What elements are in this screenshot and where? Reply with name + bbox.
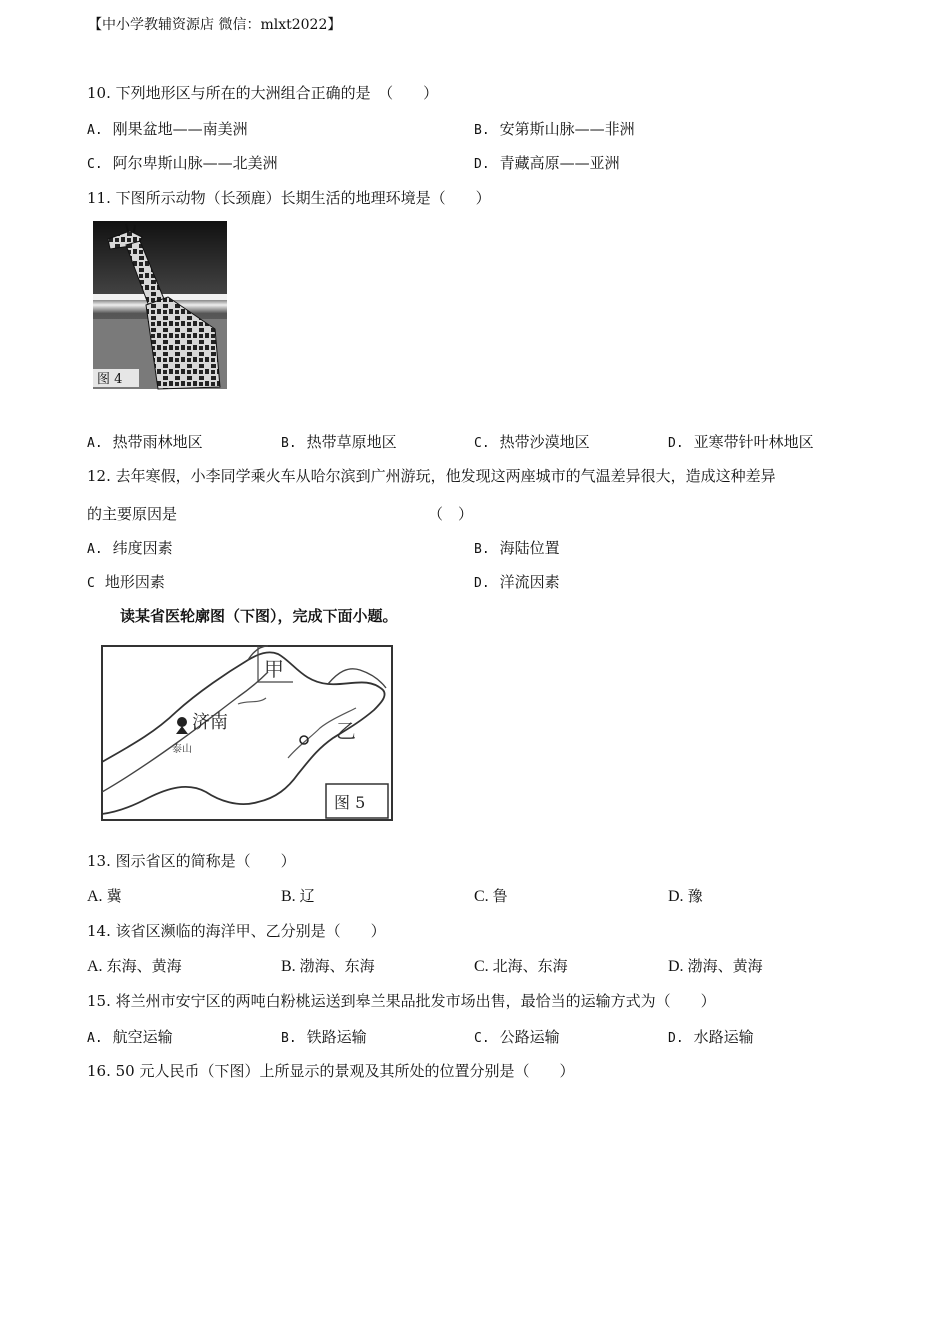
- option-letter: B.: [474, 542, 490, 557]
- option-letter: B.: [281, 436, 297, 451]
- option-letter: D.: [474, 576, 490, 591]
- question-11-stem: 11. 下图所示动物（长颈鹿）长期生活的地理环境是（ ）: [87, 189, 491, 207]
- option-text: 热带草原地区: [306, 433, 397, 451]
- q11-option-b: [281, 431, 397, 452]
- option-letter: C.: [474, 958, 489, 975]
- question-10-stem: 10. 下列地形区与所在的大洲组合正确的是 （ ）: [87, 84, 439, 102]
- question-15-stem: 15. 将兰州市安宁区的两吨白粉桃运送到皋兰果品批发市场出售，最恰当的运输方式为（ ）: [87, 992, 716, 1010]
- option-text: 豫: [687, 887, 703, 905]
- q11-option-d: [668, 431, 814, 452]
- question-12-answer-paren: （ ）: [428, 505, 474, 523]
- q13-option-a: [87, 885, 122, 906]
- option-text: 东海、黄海: [106, 957, 182, 975]
- option-text: 亚寒带针叶林地区: [693, 433, 814, 451]
- question-12-stem-line2: 的主要原因是: [87, 505, 178, 523]
- option-text: 地形因素: [104, 573, 165, 591]
- q10-option-a: [87, 118, 248, 139]
- option-letter: A.: [87, 123, 103, 138]
- option-letter: D.: [668, 436, 684, 451]
- map-intro-text: 读某省医轮廓图（下图），完成下面小题。: [120, 607, 398, 625]
- question-16-stem: 16. 50 元人民币（下图）上所显示的景观及其所处的位置分别是（ ）: [87, 1062, 575, 1080]
- option-letter: D.: [668, 888, 684, 905]
- option-letter: C.: [87, 157, 103, 172]
- option-letter: C.: [474, 436, 490, 451]
- option-text: 青藏高原——亚洲: [499, 154, 620, 172]
- question-13-stem: 13. 图示省区的简称是（ ）: [87, 852, 296, 870]
- option-text: 刚果盆地——南美洲: [112, 120, 248, 138]
- option-letter: A.: [87, 436, 103, 451]
- giraffe-image: [90, 219, 230, 391]
- option-letter: C: [87, 576, 95, 591]
- option-letter: B.: [474, 123, 490, 138]
- q15-option-c: [474, 1026, 560, 1047]
- q14-option-c: [474, 955, 568, 976]
- q13-option-d: [668, 885, 703, 906]
- q14-option-d: [668, 955, 763, 976]
- option-letter: B.: [281, 958, 296, 975]
- option-text: 冀: [106, 887, 122, 905]
- q15-option-d: [668, 1026, 754, 1047]
- option-text: 航空运输: [112, 1028, 173, 1046]
- option-text: 海陆位置: [499, 539, 560, 557]
- option-text: 热带雨林地区: [112, 433, 203, 451]
- q14-option-b: [281, 955, 375, 976]
- page-header: 【中小学教辅资源店 微信：mlxt2022】: [88, 17, 342, 33]
- option-letter: A.: [87, 958, 103, 975]
- option-letter: D.: [474, 157, 490, 172]
- q10-option-c: [87, 152, 278, 173]
- option-text: 公路运输: [499, 1028, 560, 1046]
- option-letter: A.: [87, 1031, 103, 1046]
- option-text: 辽: [299, 887, 315, 905]
- option-text: 北海、东海: [492, 957, 568, 975]
- option-letter: B.: [281, 1031, 297, 1046]
- option-letter: D.: [668, 958, 684, 975]
- option-letter: C.: [474, 888, 489, 905]
- q10-option-d: [474, 152, 620, 173]
- option-letter: D.: [668, 1031, 684, 1046]
- figure-5-label: 图 5: [334, 793, 366, 812]
- province-map-figure: [98, 642, 396, 824]
- giraffe-figure: [90, 219, 230, 391]
- q12-option-a: [87, 537, 173, 558]
- q12-option-b: [474, 537, 560, 558]
- q11-option-a: [87, 431, 203, 452]
- option-letter: B.: [281, 888, 296, 905]
- option-letter: A.: [87, 888, 103, 905]
- sea-label-yi: 乙: [336, 719, 356, 743]
- option-text: 洋流因素: [499, 573, 560, 591]
- city-label-jinan: 济南: [192, 712, 228, 733]
- question-14-stem: 14. 该省区濒临的海洋甲、乙分别是（ ）: [87, 922, 386, 940]
- option-text: 热带沙漠地区: [499, 433, 590, 451]
- q13-option-c: [474, 885, 508, 906]
- q14-option-a: [87, 955, 182, 976]
- figure-4-label: 图 4: [97, 372, 123, 387]
- option-letter: A.: [87, 542, 103, 557]
- province-map: [98, 642, 396, 824]
- option-text: 水路运输: [693, 1028, 754, 1046]
- option-text: 鲁: [492, 887, 508, 905]
- option-text: 安第斯山脉——非洲: [499, 120, 635, 138]
- option-letter: C.: [474, 1031, 490, 1046]
- q15-option-b: [281, 1026, 367, 1047]
- q13-option-b: [281, 885, 315, 906]
- q15-option-a: [87, 1026, 173, 1047]
- q12-option-d: [474, 571, 560, 592]
- sea-label-jia: 甲: [264, 657, 284, 681]
- q11-option-c: [474, 431, 590, 452]
- option-text: 渤海、黄海: [687, 957, 763, 975]
- option-text: 渤海、东海: [299, 957, 375, 975]
- q10-option-b: [474, 118, 635, 139]
- option-text: 铁路运输: [306, 1028, 367, 1046]
- question-12-stem-line1: 12. 去年寒假，小李同学乘火车从哈尔滨到广州游玩，他发现这两座城市的气温差异很大，造成这种差异: [87, 467, 776, 485]
- q12-option-c: [87, 571, 165, 592]
- jinan-city-marker: [177, 717, 187, 727]
- option-text: 纬度因素: [112, 539, 173, 557]
- mountain-label-taishan: 泰山: [172, 744, 192, 755]
- option-text: 阿尔卑斯山脉——北美洲: [112, 154, 278, 172]
